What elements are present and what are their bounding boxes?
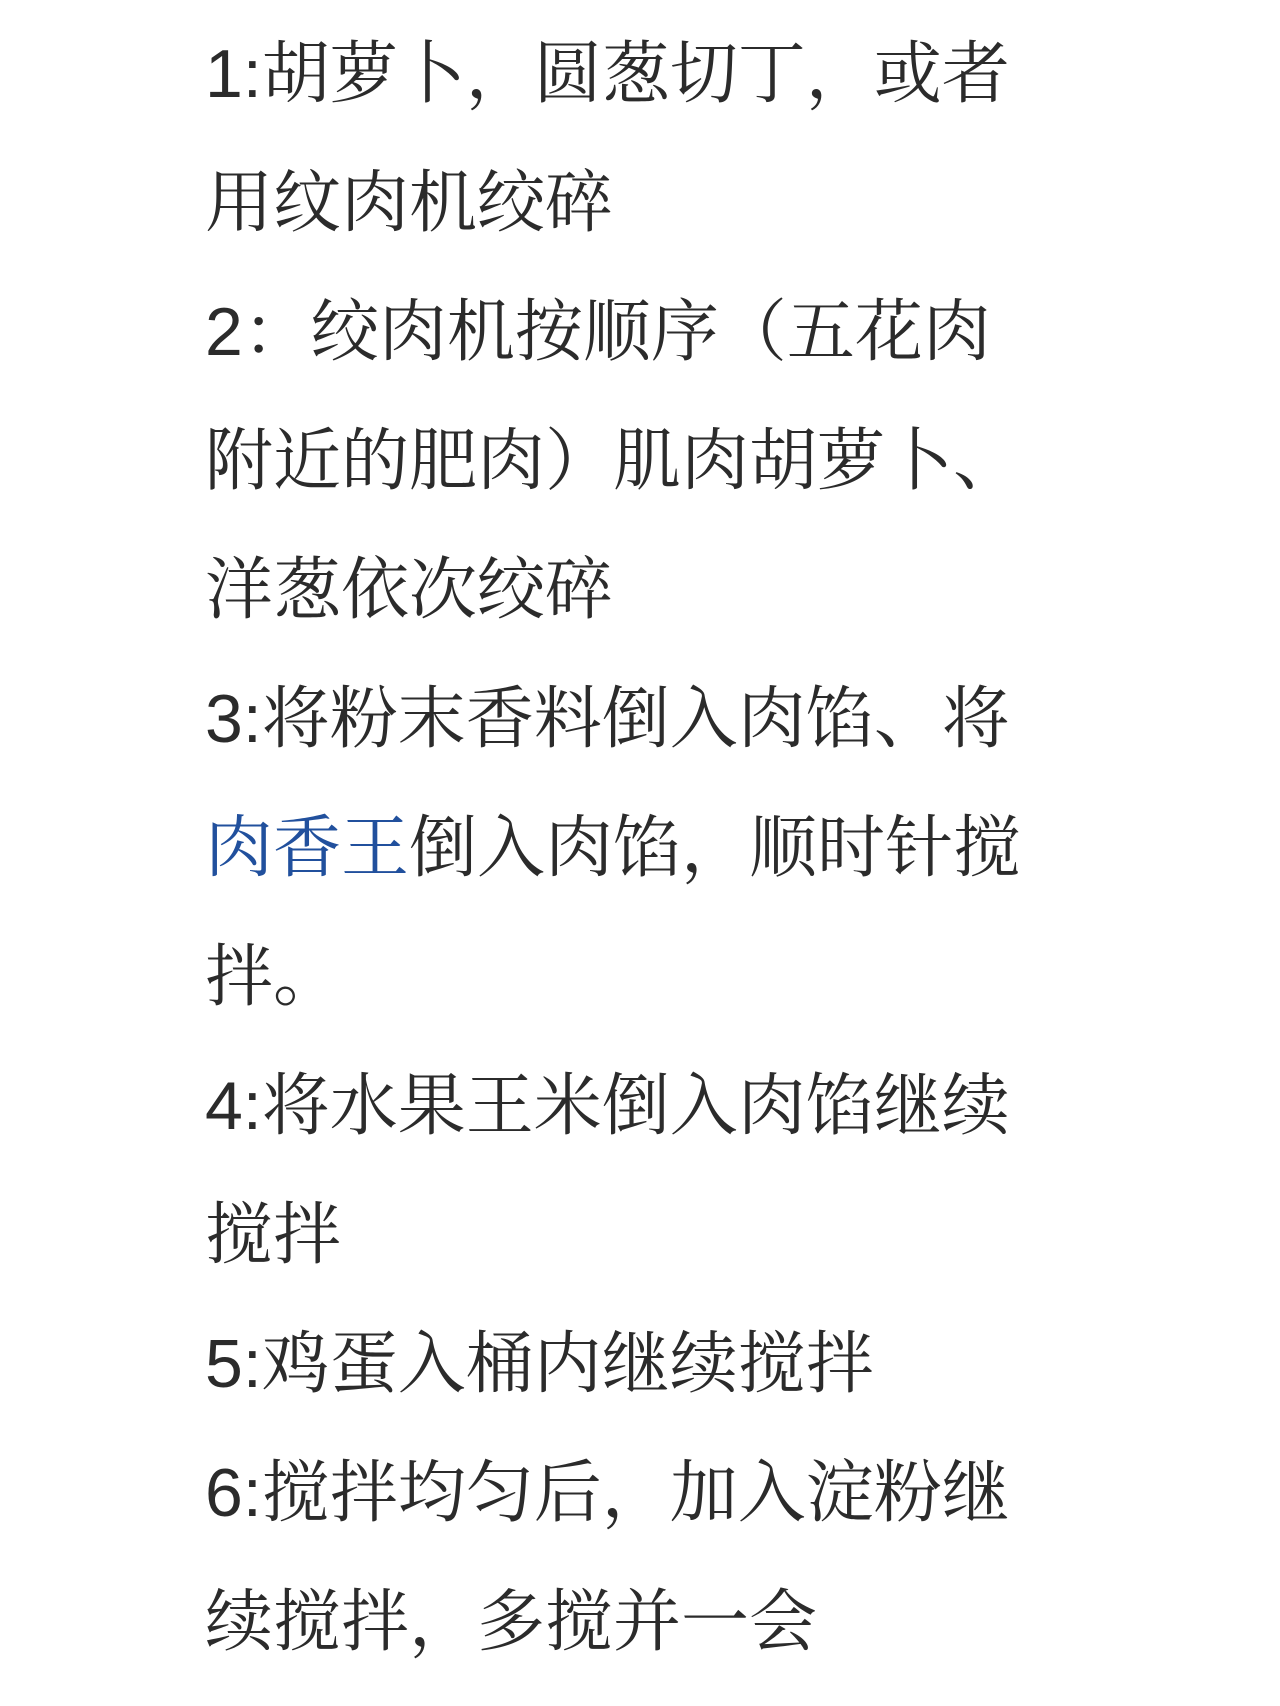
ingredient-link-rouxiangwang[interactable]: 肉香王 xyxy=(205,810,410,886)
recipe-step-line: 用纹肉机绞碎 xyxy=(205,165,614,241)
recipe-step-line: 搅拌 xyxy=(205,1197,342,1273)
recipe-step-line: 附近的肥肉）肌肉胡萝卜、 xyxy=(205,423,1022,499)
recipe-step-line: 拌。 xyxy=(205,939,342,1015)
recipe-step-line: 2：绞肉机按顺序（五花肉 xyxy=(205,294,991,370)
recipe-step-line-text: 倒入肉馅，顺时针搅 xyxy=(409,810,1022,886)
recipe-step-line: 3:将粉末香料倒入肉馅、将 xyxy=(205,681,1010,757)
recipe-step-line: 5:鸡蛋入桶内继续搅拌 xyxy=(205,1326,874,1402)
recipe-step-line: 1:胡萝卜，圆葱切丁，或者 xyxy=(205,36,1010,112)
recipe-step-line: 4:将水果王米倒入肉馅继续 xyxy=(205,1068,1010,1144)
recipe-step-line: 续搅拌，多搅并一会 xyxy=(205,1584,818,1660)
recipe-step-line: 6:搅拌均匀后，加入淀粉继 xyxy=(205,1455,1010,1531)
recipe-step-line: 洋葱依次绞碎 xyxy=(205,552,614,628)
recipe-step-line xyxy=(205,784,1280,913)
